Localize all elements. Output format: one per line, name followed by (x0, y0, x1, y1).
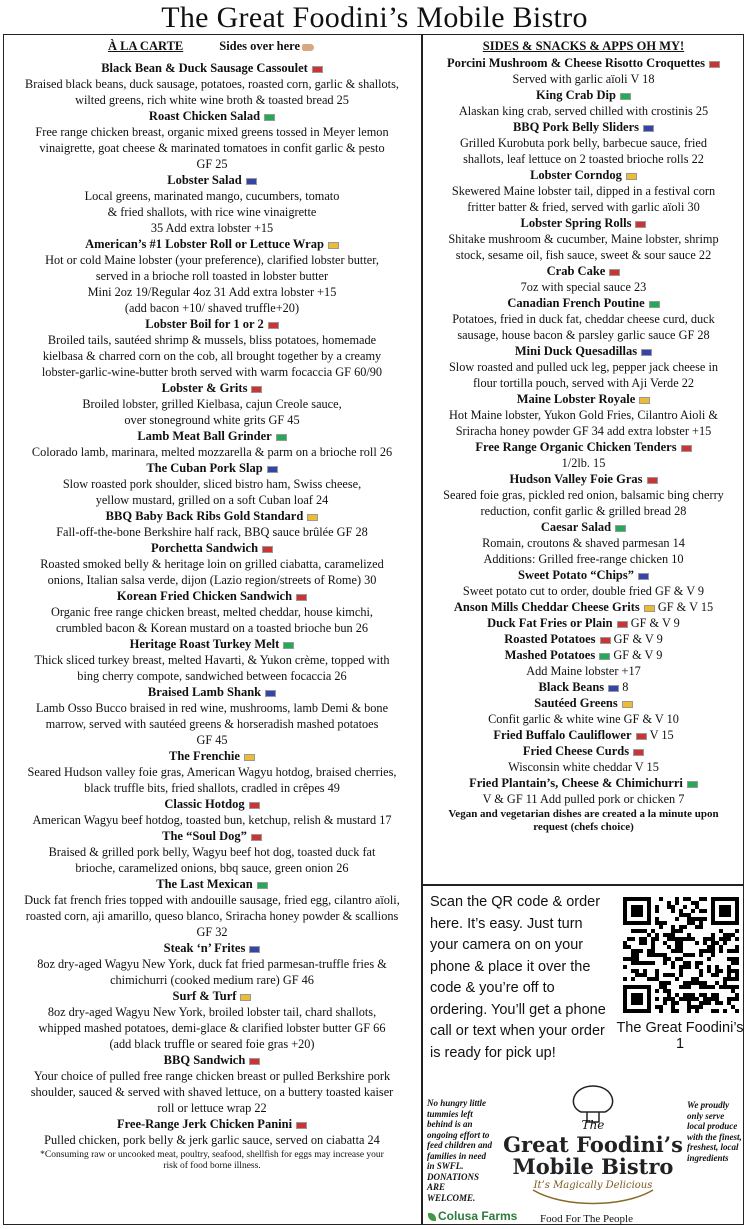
flag-icon (262, 546, 273, 553)
menu-item-desc: 8 (622, 680, 629, 694)
menu-item (5, 1116, 419, 1148)
menu-item-desc: Lamb Osso Bucco braised in red wine, mushrooms, lamb Demi & bone marrow, served with sautéed greens & horseradish mashed potatoes GF 45 (35, 701, 389, 747)
logo-the: The (581, 1118, 605, 1132)
menu-item-name: Crab Cake (425, 263, 742, 279)
flag-icon (608, 685, 619, 692)
flag-icon (328, 242, 339, 249)
menu-item-name: Classic Hotdog (5, 796, 419, 812)
flag-icon (246, 178, 257, 185)
logo-tagline: It’s Magically Delicious (533, 1180, 653, 1191)
menu-item-desc: Fall-off-the-bone Berkshire half rack, BBQ sauce brûlée GF 28 (56, 525, 368, 539)
menu-item-name: Free Range Organic Chicken Tenders (425, 439, 742, 455)
menu-item (5, 540, 419, 588)
flag-icon (307, 514, 318, 521)
menu-item-name: Steak ‘n’ Frites (5, 940, 419, 956)
menu-item-name: Mashed Potatoes GF & V 9 Add Maine lobster +17 (504, 648, 663, 678)
menu-item (425, 567, 742, 599)
qr-code[interactable] (623, 897, 739, 1013)
logo-line-2: Mobile Bistro (512, 1154, 674, 1179)
menu-item-desc: GF & V 9 Add Maine lobster +17 (526, 648, 663, 678)
menu-item-name: Duck Fat Fries or Plain GF & V 9 (487, 616, 680, 630)
menu-item-desc: Duck fat french fries topped with andouille sausage, fried egg, cilantro aïoli, roasted corn, aji amarillo, queso blanco, Sriracha honey powder & scallions GF 32 (24, 893, 400, 939)
menu-item (5, 1052, 419, 1116)
menu-item (5, 796, 419, 828)
flag-icon (622, 701, 633, 708)
menu-item-desc: Romain, croutons & shaved parmesan 14 Additions: Grilled free-range chicken 10 (482, 536, 685, 566)
menu-item-name: The Cuban Pork Slap (5, 460, 419, 476)
flag-icon (687, 781, 698, 788)
menu-item-name: Korean Fried Chicken Sandwich (5, 588, 419, 604)
menu-item-desc: Confit garlic & white wine GF & V 10 (488, 712, 679, 726)
menu-item (5, 316, 419, 380)
menu-item-name: Heritage Roast Turkey Melt (5, 636, 419, 652)
menu-item-desc: Sweet potato cut to order, double fried GF & V 9 (462, 584, 705, 598)
flag-icon (249, 802, 260, 809)
menu-item-name: Free-Range Jerk Chicken Panini (5, 1116, 419, 1132)
menu-item-name: Hudson Valley Foie Gras (425, 471, 742, 487)
menu-item (5, 876, 419, 940)
menu-item (5, 60, 419, 108)
menu-item-desc: GF & V 9 (613, 632, 663, 646)
menu-item (425, 391, 742, 439)
menu-item (425, 343, 742, 391)
menu-item-name: Roast Chicken Salad (5, 108, 419, 124)
flag-icon (249, 946, 260, 953)
menu-item-desc: 8oz dry-aged Wagyu New York, duck fat fried parmesan-truffle fries & chimichurri (cooked medium rare) GF 46 (37, 957, 387, 987)
donations-note: No hungry little tummies left behind is an ongoing effort to feed children and families in need in SWFL. DONATIONS ARE WELCOME. (427, 1098, 492, 1203)
flag-icon (283, 642, 294, 649)
menu-item-name: Lamb Meat Ball Grinder (5, 428, 419, 444)
menu-item-name: Fried Cheese Curds (425, 743, 742, 759)
menu-item-name: Canadian French Poutine (425, 295, 742, 311)
menu-item-name: BBQ Baby Back Ribs Gold Standard (5, 508, 419, 524)
menu-item-desc: V & GF 11 Add pulled pork or chicken 7 (482, 792, 685, 806)
sides-items (425, 55, 742, 807)
menu-item-name: Black Bean & Duck Sausage Cassoulet (5, 60, 419, 76)
flag-icon (296, 1122, 307, 1129)
menu-item-desc: Roasted smoked belly & heritage loin on grilled ciabatta, caramelized onions, Italian salsa verde, dijon (Lazio region/streets of Rome) 30 (40, 557, 384, 587)
menu-item-desc: Served with garlic aïoli V 18 (512, 72, 655, 86)
menu-item-name: Lobster Boil for 1 or 2 (5, 316, 419, 332)
flag-icon (249, 1058, 260, 1065)
flag-icon (647, 477, 658, 484)
menu-item (425, 439, 742, 471)
menu-item-desc: Hot or cold Maine lobster (your preference), clarified lobster butter, served in a brioche roll toasted in lobster butter Mini 2oz 19/Regular 4oz 31 Add extra lobster +15 (add bacon +10/ shaved truffle+20) (45, 253, 379, 315)
qr-caption: The Great Foodini’s 1 (616, 1020, 744, 1052)
leaf-icon (428, 1213, 436, 1221)
menu-item-desc: Shitake mushroom & cucumber, Maine lobster, shrimp stock, sesame oil, fish sauce, sweet & sour sauce 22 (448, 232, 719, 262)
menu-item-desc: 8oz dry-aged Wagyu New York, broiled lobster tail, chard shallots, whipped mashed potatoes, demi-glace & clarified lobster butter GF 66 (add black truffle or seared foie gras +20) (38, 1005, 386, 1051)
flag-icon (643, 125, 654, 132)
menu-item (425, 599, 742, 615)
menu-item-name: Caesar Salad (425, 519, 742, 535)
menu-item (425, 647, 742, 679)
flag-icon (240, 994, 251, 1001)
menu-item (425, 87, 742, 119)
menu-item (425, 215, 742, 263)
menu-item (5, 460, 419, 508)
flag-icon (264, 114, 275, 121)
menu-item (5, 828, 419, 876)
menu-item-desc: Colorado lamb, marinara, melted mozzarella & parm on a brioche roll 26 (31, 445, 393, 459)
menu-item (425, 55, 742, 87)
menu-item-desc: Wisconsin white cheddar V 15 (508, 760, 659, 774)
qr-instructions: Scan the QR code & order here. It’s easy. Just turn your camera on on your phone & place it over the code & you’re off to ordering. You’ll get a phone call or text when your order is ready for pick up! (430, 894, 606, 1061)
flag-icon (267, 466, 278, 473)
menu-item (5, 636, 419, 684)
menu-item (425, 615, 742, 631)
bottom-tagline: Food For The People (540, 1213, 633, 1225)
menu-item (5, 428, 419, 460)
flag-icon (617, 621, 628, 628)
flag-icon (649, 301, 660, 308)
flag-icon (639, 397, 650, 404)
menu-item-desc: Free range chicken breast, organic mixed greens tossed in Meyer lemon vinaigrette, goat cheese & marinated tomatoes in confit garlic & pesto GF 25 (35, 125, 389, 171)
menu-item-desc: Hot Maine lobster, Yukon Gold Fries, Cilantro Aioli & Sriracha honey powder GF 34 add extra lobster +15 (449, 408, 718, 438)
flag-icon (609, 269, 620, 276)
menu-item-name: Roasted Potatoes GF & V 9 (504, 632, 663, 646)
menu-item-name: Porchetta Sandwich (5, 540, 419, 556)
menu-item-name: Anson Mills Cheddar Cheese Grits GF & V 15 (453, 600, 714, 614)
flag-icon (620, 93, 631, 100)
menu-item-name: Lobster Salad (5, 172, 419, 188)
flag-icon (633, 749, 644, 756)
menu-item-name: Surf & Turf (5, 988, 419, 1004)
menu-item-name: Fried Buffalo Cauliflower V 15 (493, 728, 674, 742)
local-produce-note: We proudly only serve local produce with the finest, freshest, local ingredients (687, 1100, 742, 1163)
menu-item-desc: 1/2lb. 15 (561, 456, 606, 470)
menu-item-desc: GF & V 15 (657, 600, 714, 614)
menu-item-desc: Braised & grilled pork belly, Wagyu beef hot dog, toasted duck fat brioche, caramelized onions, bbq sauce, green onion 26 (48, 845, 376, 875)
menu-item-name: American’s #1 Lobster Roll or Lettuce Wrap (5, 236, 419, 252)
menu-item-name: King Crab Dip (425, 87, 742, 103)
menu-item (425, 695, 742, 727)
menu-item-name: The Last Mexican (5, 876, 419, 892)
flag-icon (296, 594, 307, 601)
pointing-hand-icon (302, 44, 314, 51)
menu-item (5, 748, 419, 796)
menu-item (425, 743, 742, 775)
flag-icon (251, 834, 262, 841)
vegan-note: Vegan and vegetarian dishes are created a la minute upon request (chefs choice) (448, 808, 719, 833)
menu-item-desc: GF & V 9 (630, 616, 680, 630)
qr-divider (421, 884, 744, 886)
flag-icon (615, 525, 626, 532)
sides-column (425, 36, 742, 834)
menu-item (5, 684, 419, 748)
flag-icon (638, 573, 649, 580)
menu-item-desc: Alaskan king crab, served chilled with crostinis 25 (458, 104, 709, 118)
menu-item-name: Porcini Mushroom & Cheese Risotto Croquettes (425, 55, 742, 71)
menu-item-desc: Broiled lobster, grilled Kielbasa, cajun Creole sauce, over stoneground white grits GF 45 (82, 397, 342, 427)
menu-item (425, 727, 742, 743)
menu-item-name: Mini Duck Quesadillas (425, 343, 742, 359)
menu-item (425, 167, 742, 215)
menu-item (5, 172, 419, 236)
logo-line-1: Great Foodini’s (503, 1132, 683, 1157)
flag-icon (265, 690, 276, 697)
menu-item (5, 108, 419, 172)
menu-item-desc: Your choice of pulled free range chicken breast or pulled Berkshire pork shoulder, sauced & served with shaved lettuce, on a buttery toasted kaiser roll or lettuce wrap 22 (30, 1069, 394, 1115)
a-la-carte-header (5, 38, 419, 54)
menu-item (425, 631, 742, 647)
menu-item (425, 775, 742, 807)
menu-item-desc: Local greens, marinated mango, cucumbers, tomato & fried shallots, with rice wine vinaigrette 35 Add extra lobster +15 (84, 189, 340, 235)
menu-item (425, 295, 742, 343)
menu-item-desc: Seared foie gras, pickled red onion, balsamic bing cherry reduction, confit garlic & grilled bread 28 (443, 488, 724, 518)
menu-item-name: BBQ Sandwich (5, 1052, 419, 1068)
sides-heading: SIDES & SNACKS & APPS OH MY! (482, 39, 685, 53)
menu-item (5, 940, 419, 988)
menu-item-name: Lobster Spring Rolls (425, 215, 742, 231)
flag-icon (635, 221, 646, 228)
bistro-logo (503, 1082, 683, 1210)
menu-item-name: Fried Plantain’s, Cheese & Chimichurri (425, 775, 742, 791)
menu-item-name: Braised Lamb Shank (5, 684, 419, 700)
menu-item-name: The Frenchie (5, 748, 419, 764)
menu-item-desc: Broiled tails, sautéed shrimp & mussels, bliss potatoes, homemade kielbasa & charred corn on the cob, all brought together by a creamy lobster-garlic-wine-butter broth served with warm focaccia GF 60/90 (41, 333, 383, 379)
flag-icon (600, 637, 611, 644)
colusa-farms-logo: Colusa Farms (428, 1209, 517, 1223)
menu-item-name: Sweet Potato “Chips” (425, 567, 742, 583)
flag-icon (312, 66, 323, 73)
menu-item-name: Sautéed Greens (425, 695, 742, 711)
menu-item (5, 380, 419, 428)
flag-icon (626, 173, 637, 180)
flag-icon (244, 754, 255, 761)
menu-title: The Great Foodini’s Mobile Bistro (161, 1, 588, 34)
menu-item-desc: Potatoes, fried in duck fat, cheddar cheese curd, duck sausage, house bacon & parsley garlic sauce GF 28 (452, 312, 715, 342)
menu-item-desc: Organic free range chicken breast, melted cheddar, house kimchi, crumbled bacon & Korean mustard on a toasted brioche bun 26 (51, 605, 373, 635)
menu-item-desc: American Wagyu beef hotdog, toasted bun, ketchup, relish & mustard 17 (32, 813, 392, 827)
menu-item (5, 588, 419, 636)
flag-icon (644, 605, 655, 612)
menu-item-name: BBQ Pork Belly Sliders (425, 119, 742, 135)
menu-item-desc: Slow roasted pork shoulder, sliced bistro ham, Swiss cheese, yellow mustard, grilled on a soft Cuban loaf 24 (62, 477, 362, 507)
menu-item-name: Lobster Corndog (425, 167, 742, 183)
menu-item-desc: Grilled Kurobuta pork belly, barbecue sauce, fried shallots, leaf lettuce on 2 toasted brioche rolls 22 (459, 136, 708, 166)
menu-item-desc: Slow roasted and pulled uck leg, pepper jack cheese in flour tortilla pouch, served with Aji Verde 22 (448, 360, 719, 390)
flag-icon (641, 349, 652, 356)
sides-over-here-note: Sides over here (219, 38, 316, 54)
menu-item (425, 263, 742, 295)
menu-item-desc: Pulled chicken, pork belly & jerk garlic sauce, served on ciabatta 24 (44, 1133, 380, 1147)
flag-icon (599, 653, 610, 660)
flag-icon (681, 445, 692, 452)
menu-item (5, 508, 419, 540)
menu-item (5, 236, 419, 316)
menu-item-desc: 7oz with special sauce 23 (520, 280, 647, 294)
flag-icon (268, 322, 279, 329)
menu-item (425, 471, 742, 519)
menu-item-desc: Braised black beans, duck sausage, potatoes, roasted corn, garlic & shallots, wilted greens, rich white wine broth & toasted bread 25 (25, 77, 399, 107)
flag-icon (251, 386, 262, 393)
flag-icon (257, 882, 268, 889)
a-la-carte-column (5, 36, 419, 1172)
menu-item (425, 679, 742, 695)
flag-icon (709, 61, 720, 68)
food-safety-footnote: *Consuming raw or uncooked meat, poultry, seafood, shellfish for eggs may increase your risk of food borne illness. (40, 1150, 384, 1171)
menu-item-desc: Thick sliced turkey breast, melted Havarti, & Yukon crème, topped with bing cherry compote, sandwiched between focaccia 26 (34, 653, 390, 683)
a-la-carte-items (5, 60, 419, 1148)
menu-item-name: Black Beans 8 (538, 680, 629, 694)
menu-item (5, 988, 419, 1052)
menu-item-desc: Seared Hudson valley foie gras, American Wagyu hotdog, braised cherries, black truffle bits, fried shallots, cradled in crêpes 49 (27, 765, 397, 795)
menu-item-desc: Skewered Maine lobster tail, dipped in a festival corn fritter batter & fried, served with garlic aïoli 30 (451, 184, 716, 214)
menu-item (425, 519, 742, 567)
menu-item-name: Maine Lobster Royale (425, 391, 742, 407)
column-divider (421, 34, 423, 1225)
a-la-carte-heading: À LA CARTE (107, 39, 184, 53)
menu-item-name: Lobster & Grits (5, 380, 419, 396)
menu-item-desc: V 15 (649, 728, 674, 742)
flag-icon (636, 733, 647, 740)
menu-item-name: The “Soul Dog” (5, 828, 419, 844)
flag-icon (276, 434, 287, 441)
menu-item (425, 119, 742, 167)
